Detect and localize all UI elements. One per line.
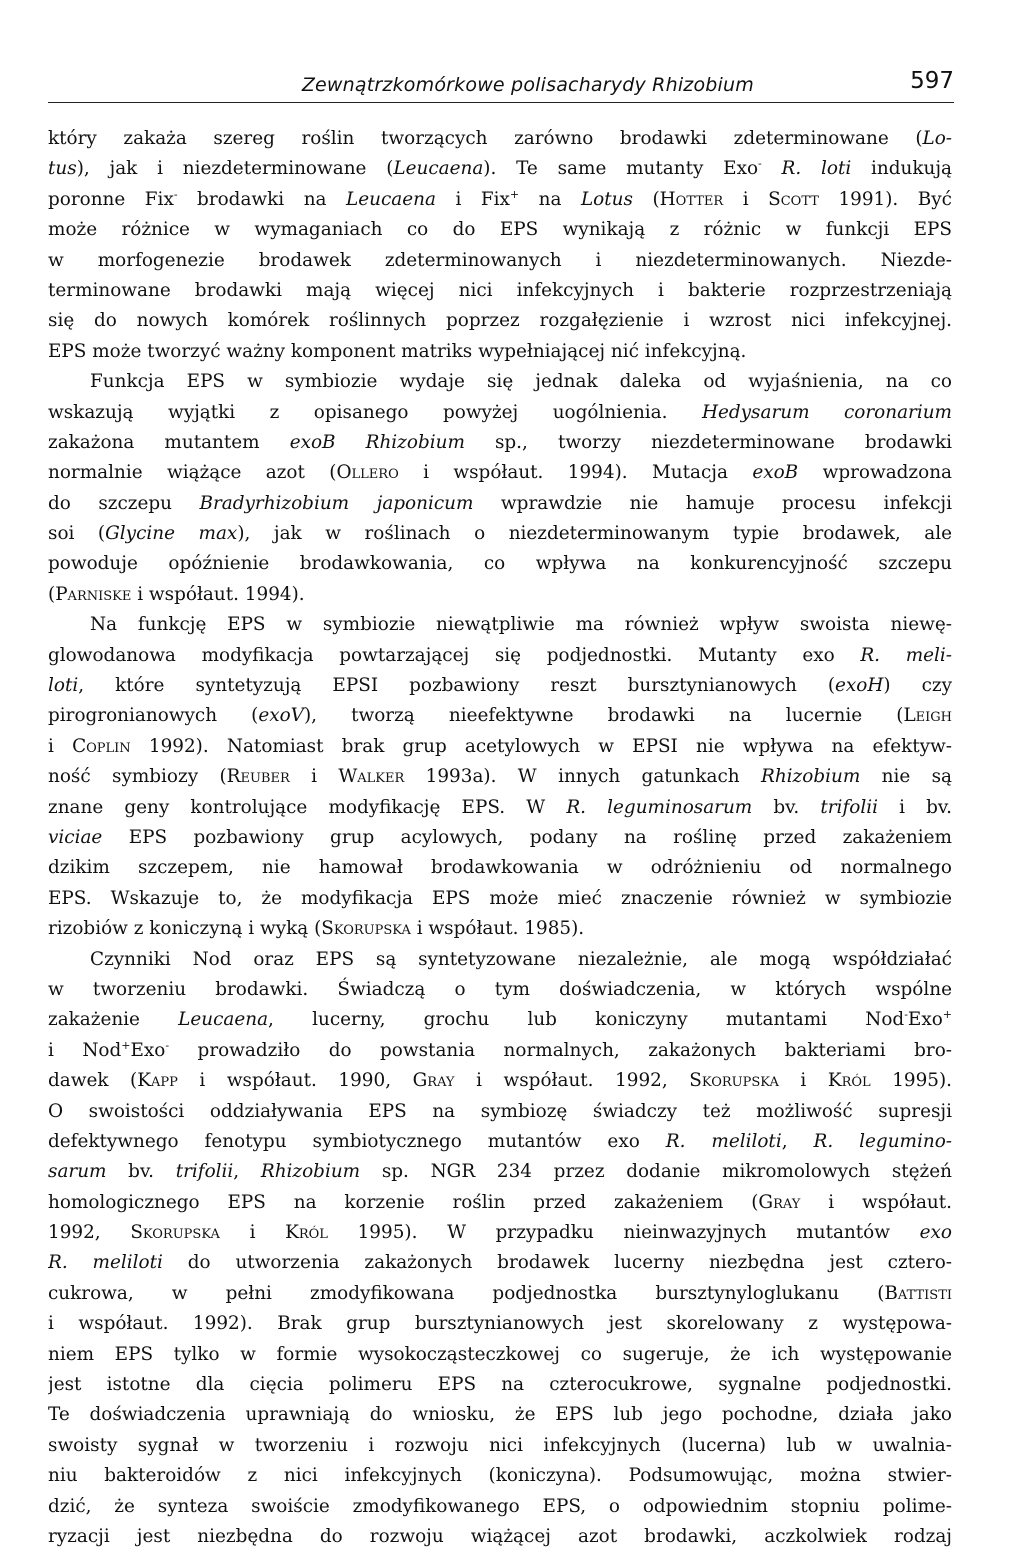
text-line: Czynniki Nod oraz EPS są syntetyzowane niezależnie, ale mogą współdziałać xyxy=(90,948,952,970)
text-line: się do nowych komórek roślinnych poprzez rozgałęzienie i wzrost nici infekcyjnej. xyxy=(48,310,952,332)
text-line: Na funkcję EPS w symbiozie niewątpliwie ma również wpływ swoista niewę- xyxy=(90,614,952,636)
text-line: niu bakteroidów z nici infekcyjnych (koniczyna). Podsumowując, można stwier- xyxy=(48,1465,952,1487)
text-line: w morfogenezie brodawek zdeterminowanych i niezdeterminowanych. Niezde- xyxy=(48,249,952,271)
text-line: loti, które syntetyzują EPSI pozbawiony reszt bursztynianowych (exoH) czy xyxy=(48,675,952,697)
text-line: EPS może tworzyć ważny komponent matriks wypełniającej nić infekcyjną. xyxy=(48,340,747,362)
text-line: glowodanowa modyfikacja powtarzającej się podjednostki. Mutanty exo R. meli- xyxy=(48,644,952,666)
text-line: do szczepu Bradyrhizobium japonicum wprawdzie nie hamuje procesu infekcji xyxy=(48,492,952,514)
text-line: w tworzeniu brodawki. Świadczą o tym doświadczenia, w których wspólne xyxy=(48,978,952,1000)
running-header xyxy=(48,68,954,103)
text-line: terminowane brodawki mają więcej nici infekcyjnych i bakterie rozprzestrzeniają xyxy=(48,279,952,301)
text-line: (Parniske i współaut. 1994). xyxy=(48,583,305,605)
text-line: powoduje opóźnienie brodawkowania, co wpływa na konkurencyjność szczepu xyxy=(48,553,952,575)
text-line: dawek (Kapp i współaut. 1990, Gray i współaut. 1992, Skorupska i Król 1995). xyxy=(48,1070,952,1092)
text-line: niem EPS tylko w formie wysokocząsteczkowej co sugeruje, że ich występowanie xyxy=(48,1343,952,1365)
text-line: i współaut. 1992). Brak grup bursztynianowych jest skorelowany z występowa- xyxy=(48,1313,952,1335)
text-line: 1992, Skorupska i Król 1995). W przypadku nieinwazyjnych mutantów exo xyxy=(48,1222,952,1244)
text-line: normalnie wiążące azot (Ollero i współaut. 1994). Mutacja exoB wprowadzona xyxy=(48,462,952,484)
text-line: pirogronianowych (exoV), tworzą nieefektywne brodawki na lucernie (Leigh xyxy=(48,705,952,727)
text-line: dzić, że synteza swoiście zmodyfikowanego EPS, o odpowiednim stopniu polime- xyxy=(48,1495,952,1517)
text-line: i Coplin 1992). Natomiast brak grup acetylowych w EPSI nie wpływa na efektyw- xyxy=(48,735,952,757)
text-line: zakażenie Leucaena, lucerny, grochu lub koniczyny mutantami Nod-Exo+ xyxy=(48,1008,952,1031)
text-line: tus), jak i niezdeterminowane (Leucaena). Te same mutanty Exo- R. loti indukują xyxy=(48,157,952,180)
text-line: O swoistości oddziaływania EPS na symbiozę świadczy też możliwość supresji xyxy=(48,1100,952,1122)
text-line: wskazują wyjątki z opisanego powyżej uogólnienia. Hedysarum coronarium xyxy=(48,401,952,423)
text-line: sarum bv. trifolii, Rhizobium sp. NGR 234 przez dodanie mikromolowych stężeń xyxy=(48,1161,952,1183)
text-line: defektywnego fenotypu symbiotycznego mutantów exo R. meliloti, R. legumino- xyxy=(48,1130,952,1152)
running-title: Zewnątrzkomórkowe polisacharydy Rhizobium xyxy=(301,74,754,96)
text-line: dzikim szczepem, nie hamował brodawkowania w odróżnieniu od normalnego xyxy=(48,857,952,879)
text-line: który zakaża szereg roślin tworzących zarówno brodawki zdeterminowane (Lo- xyxy=(48,128,952,149)
text-line: swoisty sygnał w tworzeniu i rozwoju nici infekcyjnych (lucerna) lub w uwalnia- xyxy=(48,1434,952,1456)
text-line: znane geny kontrolujące modyfikację EPS. W R. leguminosarum bv. trifolii i bv. xyxy=(48,796,952,818)
body-text xyxy=(48,124,952,1552)
text-line: ność symbiozy (Reuber i Walker 1993a). W innych gatunkach Rhizobium nie są xyxy=(48,766,952,788)
text-line: Funkcja EPS w symbiozie wydaje się jednak daleka od wyjaśnienia, na co xyxy=(90,371,952,393)
text-line: poronne Fix- brodawki na Leucaena i Fix+ na Lotus (Hotter i Scott 1991). Być xyxy=(48,187,952,210)
text-line: R. meliloti do utworzenia zakażonych brodawek lucerny niezbędna jest cztero- xyxy=(48,1252,952,1274)
text-line: viciae EPS pozbawiony grup acylowych, podany na roślinę przed zakażeniem xyxy=(48,826,952,848)
text-line: EPS. Wskazuje to, że modyfikacja EPS może mieć znaczenie również w symbiozie xyxy=(48,887,952,909)
text-line: rizobiów z koniczyną i wyką (Skorupska i współaut. 1985). xyxy=(48,918,585,940)
text-line: homologicznego EPS na korzenie roślin przed zakażeniem (Gray i współaut. xyxy=(48,1191,952,1213)
text-line: zakażona mutantem exoB Rhizobium sp., tworzy niezdeterminowane brodawki xyxy=(48,431,952,453)
text-line: i Nod+Exo- prowadziło do powstania normalnych, zakażonych bakteriami bro- xyxy=(48,1038,952,1061)
text-line: ryzacji jest niezbędna do rozwoju wiążącej azot brodawki, aczkolwiek rodzaj xyxy=(48,1525,952,1547)
text-line: może różnice w wymaganiach co do EPS wynikają z różnic w funkcji EPS xyxy=(48,219,952,241)
text-line: Te doświadczenia uprawniają do wniosku, że EPS lub jego pochodne, działa jako xyxy=(48,1404,952,1426)
text-line: cukrowa, w pełni zmodyfikowana podjednostka bursztynyloglukanu (Battisti xyxy=(48,1282,952,1304)
text-line: soi (Glycine max), jak w roślinach o niezdeterminowanym typie brodawek, ale xyxy=(48,523,952,545)
text-line: jest istotne dla cięcia polimeru EPS na czterocukrowe, sygnalne podjednostki. xyxy=(48,1374,952,1396)
page-number: 597 xyxy=(910,68,954,94)
